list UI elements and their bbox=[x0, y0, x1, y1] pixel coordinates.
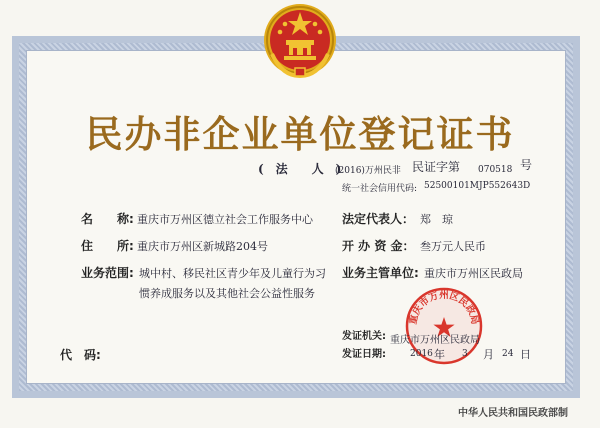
credit-code-label: 统一社会信用代码: bbox=[342, 184, 418, 194]
issue-date-label: 发证日期: bbox=[342, 349, 386, 360]
supervisor-value: 重庆市万州区民政局 bbox=[424, 267, 523, 280]
authority-value: 重庆市万州区民政局 bbox=[390, 335, 480, 346]
issue-day: 24 bbox=[502, 349, 514, 359]
cert-word: 民证字第 bbox=[412, 160, 461, 174]
year-code: (2016)万州民非 bbox=[335, 166, 401, 176]
code-label: 代 码: bbox=[60, 348, 101, 362]
name-label: 名 称: bbox=[81, 212, 134, 226]
authority-label: 发证机关: bbox=[342, 331, 386, 342]
supervisor-label: 业务主管单位: bbox=[342, 266, 419, 280]
legal-rep-label: 法定代表人： bbox=[342, 212, 415, 226]
national-emblem-icon bbox=[262, 2, 338, 80]
capital-value: 叁万元人民币 bbox=[420, 240, 486, 253]
scope-line-2: 惯养成服务以及其他社会公益性服务 bbox=[139, 287, 315, 300]
seal-text: 重庆市万州区民政局 bbox=[407, 290, 481, 326]
issue-day-unit: 日 bbox=[520, 348, 531, 361]
issue-year-unit: 年 bbox=[434, 348, 445, 361]
issue-year: 2016 bbox=[410, 349, 433, 359]
issue-month: 3 bbox=[462, 349, 468, 359]
legal-rep-value: 郑 琼 bbox=[420, 213, 453, 226]
address-value: 重庆市万州区新城路204号 bbox=[137, 240, 268, 253]
capital-label: 开 办 资 金： bbox=[342, 239, 415, 253]
scope-line-1: 城中村、移民社区青少年及儿童行为习 bbox=[139, 267, 326, 280]
cert-suffix: 号 bbox=[520, 158, 533, 172]
certificate-title: 民办非企业单位登记证书 bbox=[85, 112, 515, 156]
scope-label: 业务范围: bbox=[81, 266, 134, 280]
credit-code: 52500101MJP552643D bbox=[424, 181, 531, 191]
issue-month-unit: 月 bbox=[483, 348, 494, 361]
legal-person-type: ( 法 人 ) bbox=[258, 162, 342, 176]
cert-number: 070518 bbox=[478, 165, 513, 175]
issuer-footer: 中华人民共和国民政部制 bbox=[458, 408, 568, 419]
name-value: 重庆市万州区德立社会工作服务中心 bbox=[137, 213, 313, 226]
address-label: 住 所: bbox=[81, 239, 134, 253]
